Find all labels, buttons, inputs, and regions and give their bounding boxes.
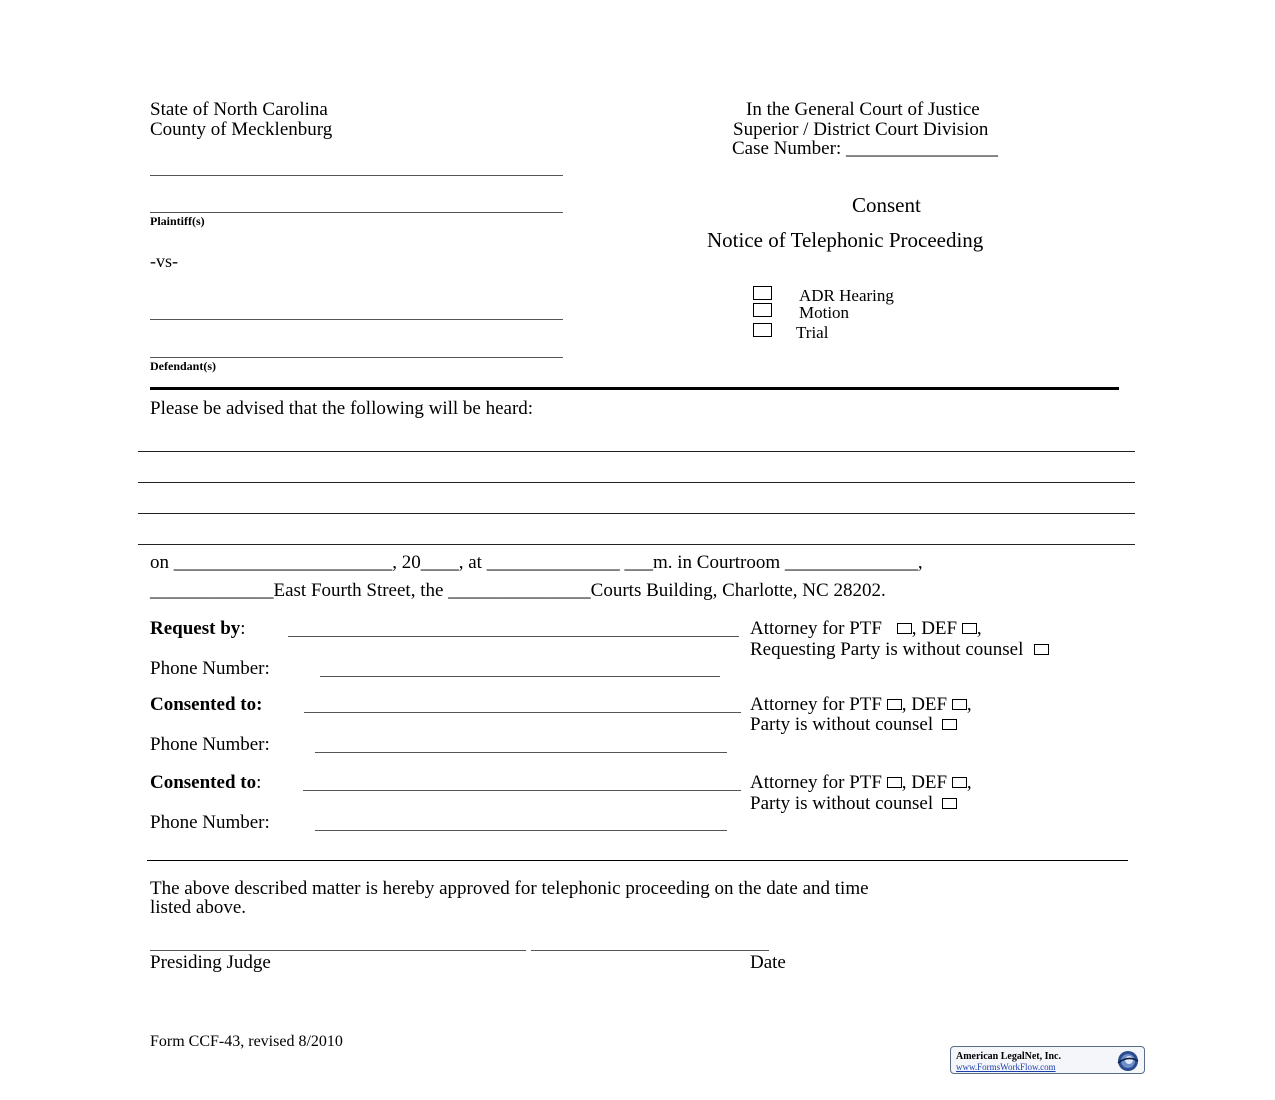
date-label: Date [750,952,786,973]
logo-url-link[interactable]: www.FormsWorkFlow.com [956,1062,1056,1072]
request-ptf-checkbox[interactable] [897,623,912,634]
consent1-without-counsel-label: Party is without counsel [750,714,934,735]
case-number-blank[interactable]: ________________ [845,138,998,159]
consent2-line[interactable] [303,790,741,791]
form-id: Form CCF-43, revised 8/2010 [150,1033,343,1050]
request-by-label [150,619,246,638]
request-phone-line[interactable] [320,676,720,677]
vs-label: -vs- [150,251,178,271]
request-by-text: Request by [150,618,241,639]
consent1-label: Consented to: [150,694,263,715]
request-by-colon: : [240,618,246,639]
hearing-line-1[interactable] [138,451,1135,452]
date-signature-line[interactable] [531,950,769,951]
request-ptf-label: Attorney for PTF [750,618,882,639]
plaintiff-line-1[interactable] [150,175,563,176]
motion-checkbox[interactable] [753,303,772,317]
consent2-attorney-row [750,773,972,792]
consent1-phone-line[interactable] [315,752,727,753]
hearing-line-2[interactable] [138,482,1135,483]
consent1-ptf-label: Attorney for PTF [750,694,882,715]
state-label: State of North Carolina [150,99,328,120]
request-by-line[interactable] [288,636,739,637]
approval-divider [147,860,1128,861]
consent2-without-counsel-checkbox[interactable] [942,798,957,809]
trial-label: Trial [796,323,829,342]
consent1-def-label: , DEF [901,694,948,715]
consent2-ptf-checkbox[interactable] [887,777,902,788]
consent2-trail-comma: , [966,772,972,793]
defendant-line-2[interactable] [150,357,563,358]
defendant-label: Defendant(s) [150,359,216,373]
approval-line-1: The above described matter is hereby approved for telephonic proceeding on the date and time [150,878,869,899]
presiding-judge-label: Presiding Judge [150,952,271,973]
consent2-phone-label: Phone Number: [150,812,270,833]
request-phone-label: Phone Number: [150,658,270,679]
consent2-label-row [150,773,261,792]
consent1-without-counsel-row [750,715,957,734]
consent2-def-label: , DEF [901,772,948,793]
globe-icon [1116,1049,1140,1073]
consent1-line[interactable] [304,712,741,713]
division-label: Superior / District Court Division [733,119,989,140]
title-consent: Consent [852,193,921,217]
motion-label: Motion [799,303,850,322]
advisory-text: Please be advised that the following will be heard: [150,398,534,419]
consent1-attorney-row [750,695,972,714]
plaintiff-line-2[interactable] [150,212,563,213]
consent1-def-checkbox[interactable] [952,699,967,710]
consent2-def-checkbox[interactable] [952,777,967,788]
consent2-label: Consented to [150,772,257,793]
consent2-phone-line[interactable] [315,830,727,831]
adr-hearing-label: ADR Hearing [799,286,894,305]
consent1-phone-label: Phone Number: [150,734,270,755]
defendant-line-1[interactable] [150,319,563,320]
hearing-line-4[interactable] [138,544,1135,545]
trial-checkbox[interactable] [753,323,772,337]
plaintiff-label: Plaintiff(s) [150,214,205,228]
case-number-label: Case Number: [732,138,842,159]
request-without-counsel-label: Requesting Party is without counsel [750,639,1024,660]
court-label: In the General Court of Justice [746,99,980,120]
county-label: County of Mecklenburg [150,119,333,140]
request-def-label: , DEF [911,618,958,639]
consent1-trail-comma: , [966,694,972,715]
hearing-line-3[interactable] [138,513,1135,514]
header-divider [150,387,1119,390]
schedule-line-2[interactable]: _____________East Fourth Street, the _______________Courts Building, Charlotte, NC 28202. [150,580,886,601]
judge-signature-line[interactable] [150,950,526,951]
logo-company-name: American LegalNet, Inc. [956,1051,1061,1062]
request-def-checkbox[interactable] [962,623,977,634]
american-legalnet-logo[interactable] [950,1046,1145,1074]
consent2-colon: : [256,772,262,793]
request-without-counsel-row [750,640,1049,659]
consent1-without-counsel-checkbox[interactable] [942,719,957,730]
request-trail-comma: , [976,618,982,639]
consent2-ptf-label: Attorney for PTF [750,772,882,793]
request-without-counsel-checkbox[interactable] [1034,644,1049,655]
consent1-ptf-checkbox[interactable] [887,699,902,710]
adr-hearing-checkbox[interactable] [753,286,772,300]
request-attorney-row [750,619,982,638]
case-number-row [732,139,998,158]
consent2-without-counsel-row [750,794,957,813]
approval-line-2: listed above. [150,897,247,918]
schedule-line-1[interactable]: on _______________________, 20____, at ______________ ___m. in Courtroom ______________, [150,552,923,573]
consent2-without-counsel-label: Party is without counsel [750,793,934,814]
title-notice: Notice of Telephonic Proceeding [707,228,984,252]
